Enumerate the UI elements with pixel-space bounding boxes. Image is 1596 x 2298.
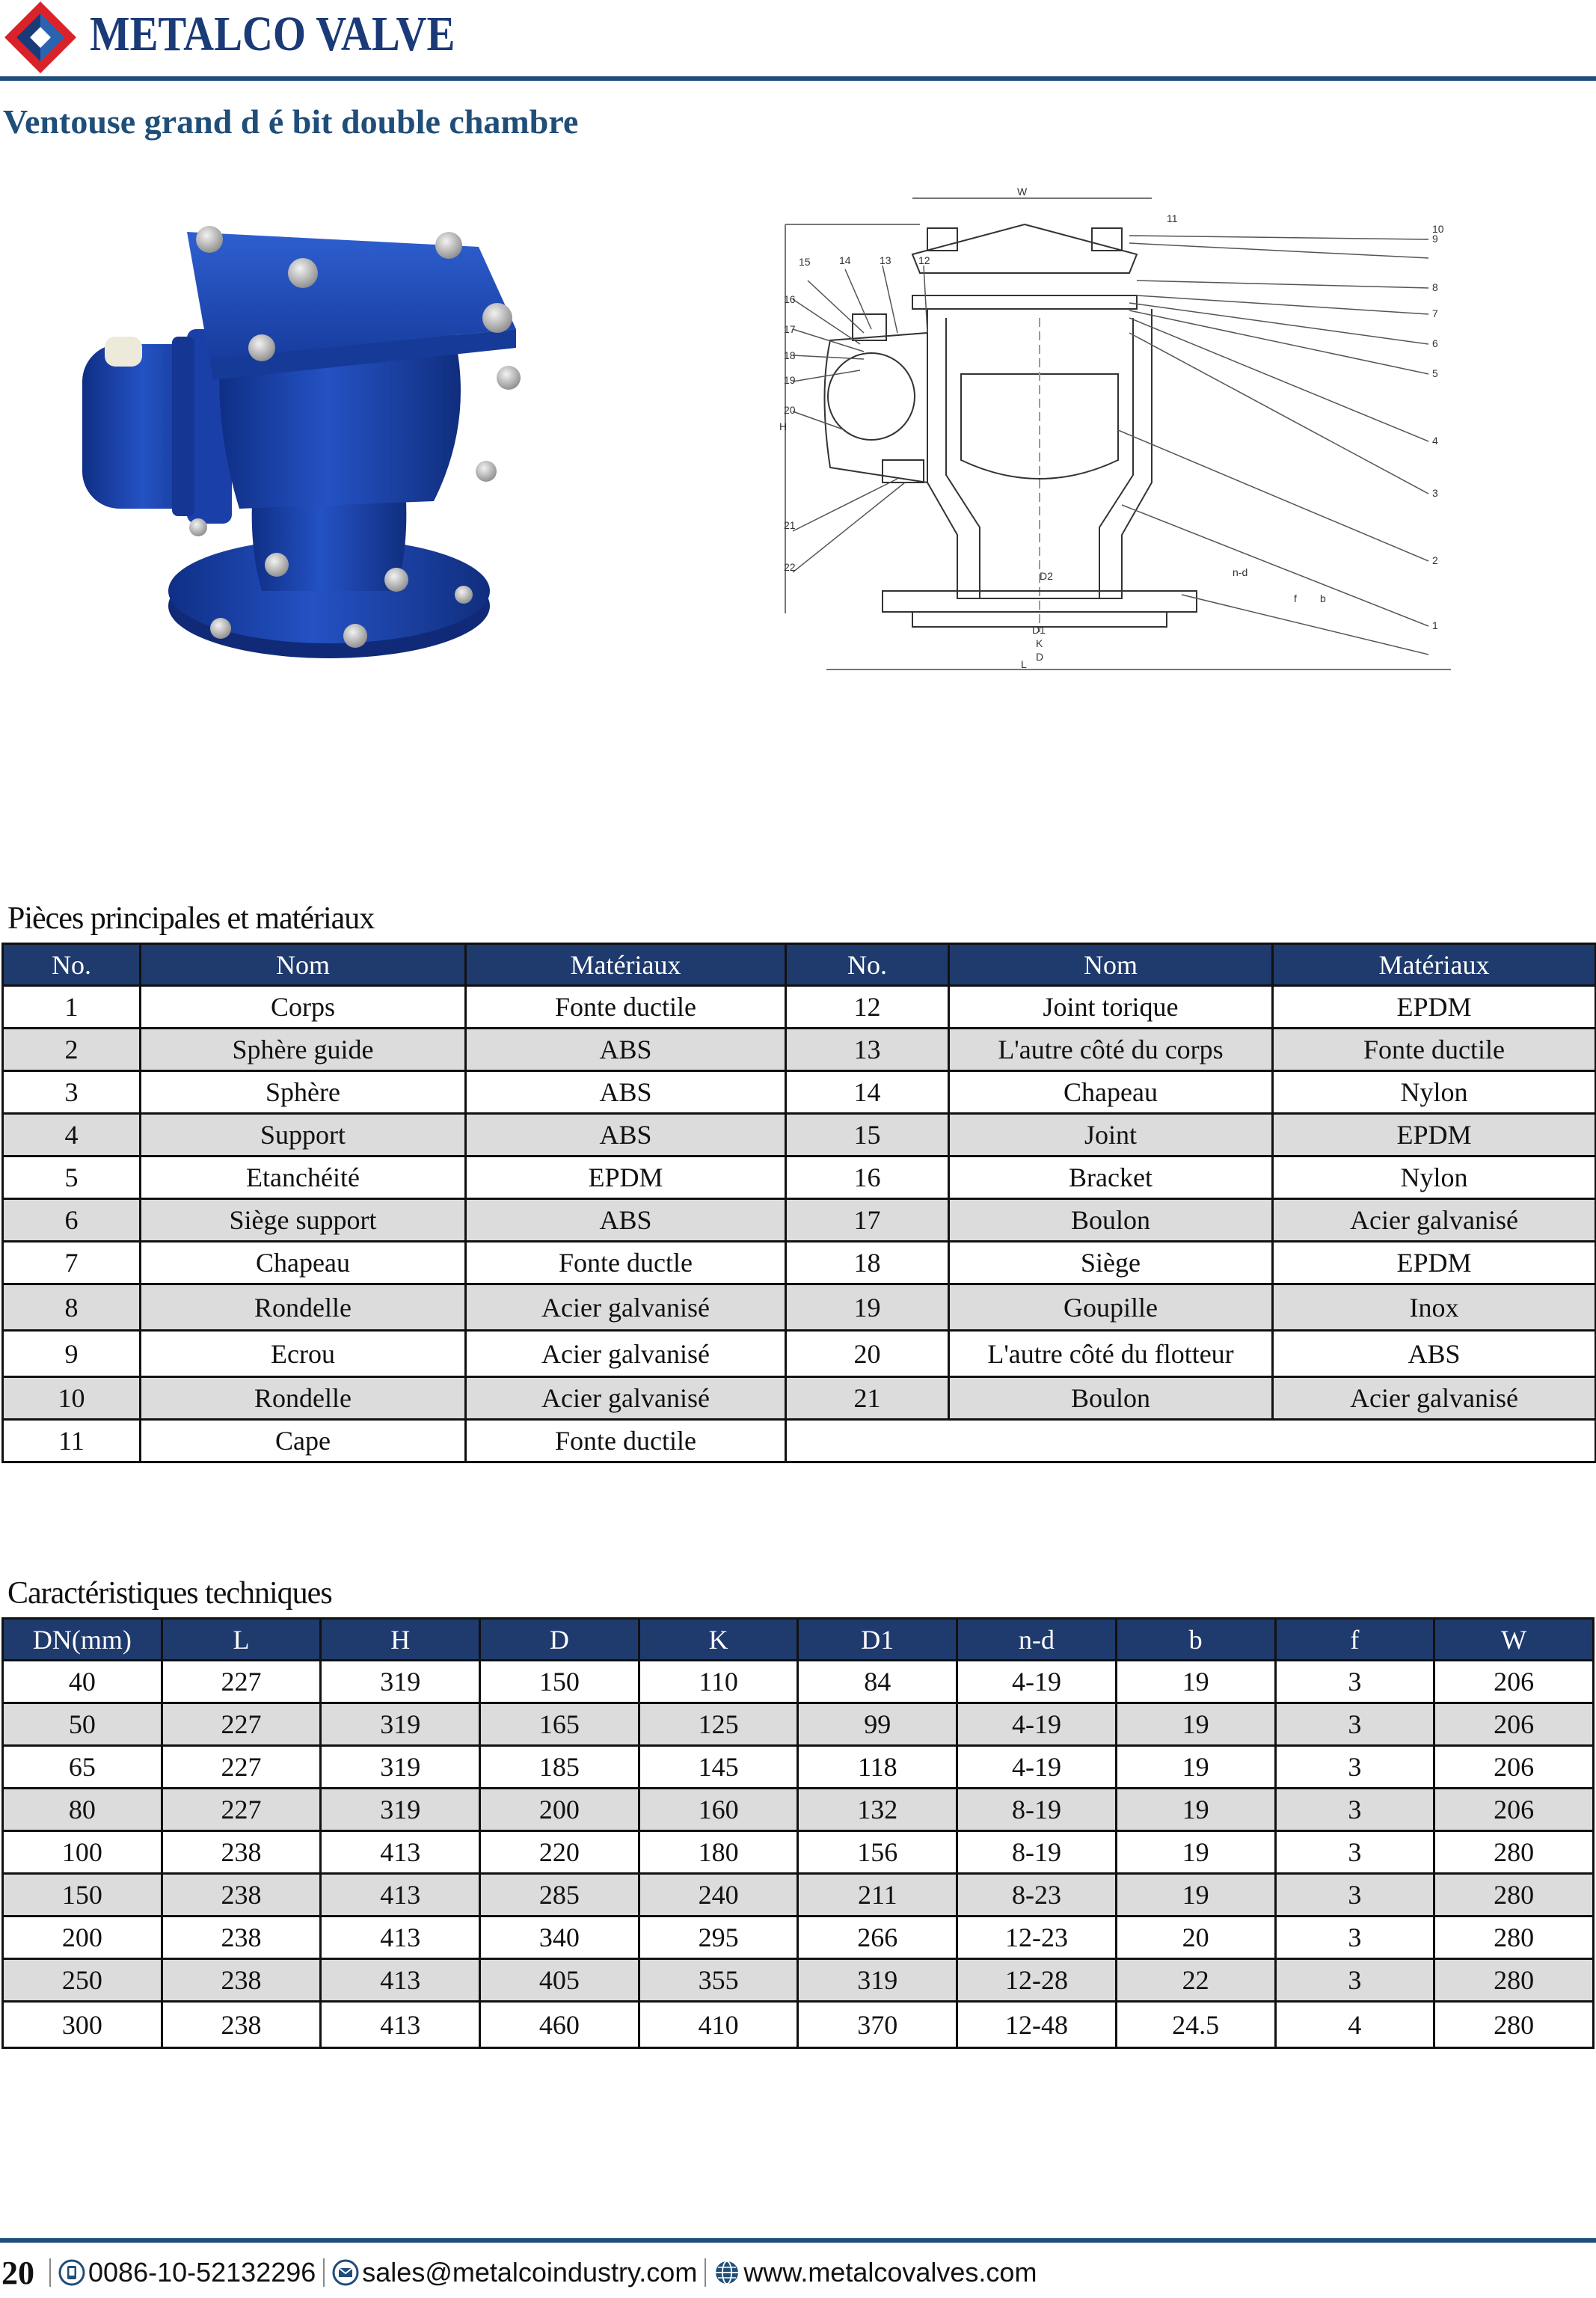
table-cell: 18 <box>786 1242 949 1284</box>
table-cell: 99 <box>798 1703 957 1746</box>
footer <box>1 2253 1037 2292</box>
table-cell: L'autre côté du flotteur <box>949 1331 1273 1377</box>
table-row <box>3 1377 1596 1420</box>
table-cell: 285 <box>480 1874 639 1916</box>
footer-divider <box>0 2238 1596 2243</box>
table-cell: 84 <box>798 1661 957 1703</box>
table-row <box>3 1242 1596 1284</box>
table-cell: Cape <box>141 1420 466 1462</box>
table-cell: 24.5 <box>1116 2002 1275 2048</box>
table-cell: ABS <box>466 1114 786 1156</box>
table-cell: Chapeau <box>949 1071 1273 1114</box>
table-cell: 370 <box>798 2002 957 2048</box>
table-cell: 12-28 <box>957 1959 1117 2002</box>
table-cell: 227 <box>162 1746 321 1789</box>
table-cell: 319 <box>798 1959 957 2002</box>
drawing-callout-label: 14 <box>839 254 851 266</box>
table-cell: 19 <box>786 1284 949 1331</box>
table-cell: 413 <box>321 1959 480 2002</box>
drawing-callout-label: 5 <box>1432 367 1438 379</box>
table-row <box>3 1331 1596 1377</box>
table-row <box>3 1874 1594 1916</box>
table-cell: Nylon <box>1273 1071 1596 1114</box>
phone-icon <box>58 2259 85 2286</box>
table-cell: 50 <box>3 1703 162 1746</box>
table-cell: 413 <box>321 1874 480 1916</box>
table-cell: Joint torique <box>949 986 1273 1029</box>
table-row <box>3 1959 1594 2002</box>
table-cell: 8-19 <box>957 1789 1117 1831</box>
table-cell: Corps <box>141 986 466 1029</box>
table-cell: Nylon <box>1273 1156 1596 1199</box>
table-cell: 20 <box>1116 1916 1275 1959</box>
specs-header-cell: DN(mm) <box>3 1619 162 1661</box>
table-cell: 12-48 <box>957 2002 1117 2048</box>
table-row <box>3 1199 1596 1242</box>
table-cell: ABS <box>1273 1331 1596 1377</box>
table-cell: 8-19 <box>957 1831 1117 1874</box>
table-cell: Acier galvanisé <box>466 1284 786 1331</box>
product-photo <box>60 187 606 681</box>
table-cell: Bracket <box>949 1156 1273 1199</box>
table-cell: 4-19 <box>957 1703 1117 1746</box>
table-cell: Joint <box>949 1114 1273 1156</box>
table-cell: Chapeau <box>141 1242 466 1284</box>
drawing-callout-label: 7 <box>1432 307 1438 319</box>
table-cell: 200 <box>480 1789 639 1831</box>
table-cell: 21 <box>786 1377 949 1420</box>
table-cell: 227 <box>162 1703 321 1746</box>
table-cell: ABS <box>466 1071 786 1114</box>
table-cell: 319 <box>321 1789 480 1831</box>
table-cell: 355 <box>639 1959 798 2002</box>
table-cell: Siège support <box>141 1199 466 1242</box>
table-cell: 3 <box>1275 1916 1434 1959</box>
table-cell: 238 <box>162 2002 321 2048</box>
table-cell: 110 <box>639 1661 798 1703</box>
table-cell: Goupille <box>949 1284 1273 1331</box>
drawing-dimension-label: H <box>779 420 788 432</box>
table-cell: 280 <box>1434 2002 1594 2048</box>
table-cell: 238 <box>162 1959 321 2002</box>
drawing-dimension-label: L <box>1021 658 1027 670</box>
table-cell: 14 <box>786 1071 949 1114</box>
table-cell: 9 <box>3 1331 141 1377</box>
specs-header-cell: n-d <box>957 1619 1117 1661</box>
table-cell: 227 <box>162 1789 321 1831</box>
footer-separator <box>49 2258 51 2287</box>
page-number: 20 <box>1 2254 34 2291</box>
footer-separator <box>705 2258 706 2287</box>
drawing-callout-label: 4 <box>1432 435 1438 447</box>
table-cell: 5 <box>3 1156 141 1199</box>
table-cell: 405 <box>480 1959 639 2002</box>
table-cell: Etanchéité <box>141 1156 466 1199</box>
table-cell: Fonte ductle <box>466 1242 786 1284</box>
drawing-callout-label: 18 <box>784 349 796 361</box>
table-cell: 4 <box>3 1114 141 1156</box>
table-cell: 17 <box>786 1199 949 1242</box>
table-cell: 206 <box>1434 1789 1594 1831</box>
drawing-dimension-label: K <box>1036 637 1043 649</box>
table-cell: EPDM <box>1273 986 1596 1029</box>
table-cell: 300 <box>3 2002 162 2048</box>
specs-header-cell: b <box>1116 1619 1275 1661</box>
drawing-callout-label: 22 <box>784 561 796 573</box>
parts-table <box>1 943 1596 1463</box>
table-cell: Ecrou <box>141 1331 466 1377</box>
table-cell: 13 <box>786 1029 949 1071</box>
drawing-callout-label: 8 <box>1432 281 1438 293</box>
table-cell: 16 <box>786 1156 949 1199</box>
table-cell: 160 <box>639 1789 798 1831</box>
table-cell: 3 <box>1275 1831 1434 1874</box>
table-cell: 180 <box>639 1831 798 1874</box>
table-cell: Fonte ductile <box>466 1420 786 1462</box>
table-cell: 145 <box>639 1746 798 1789</box>
table-cell: 19 <box>1116 1789 1275 1831</box>
specs-header-cell: K <box>639 1619 798 1661</box>
table-cell: 206 <box>1434 1703 1594 1746</box>
drawing-dimension-label: W <box>1017 186 1028 197</box>
header-divider <box>0 76 1596 81</box>
table-cell: 240 <box>639 1874 798 1916</box>
drawing-callout-label: 16 <box>784 293 796 305</box>
specs-section-title: Caractéristiques techniques <box>7 1576 332 1611</box>
drawing-callout-label: 20 <box>784 404 796 416</box>
drawing-dimension-label: n-d <box>1233 566 1248 578</box>
table-cell: 319 <box>321 1703 480 1746</box>
table-cell: 185 <box>480 1746 639 1789</box>
table-cell: 12 <box>786 986 949 1029</box>
table-cell: 3 <box>1275 1746 1434 1789</box>
table-cell: Fonte ductile <box>466 986 786 1029</box>
table-cell: 19 <box>1116 1831 1275 1874</box>
table-cell: 65 <box>3 1746 162 1789</box>
phone-number: 0086-10-52132296 <box>88 2257 316 2288</box>
table-cell: 280 <box>1434 1916 1594 1959</box>
email-icon <box>332 2259 359 2286</box>
table-row <box>3 1746 1594 1789</box>
table-cell: 6 <box>3 1199 141 1242</box>
table-cell: 413 <box>321 2002 480 2048</box>
table-cell: 150 <box>480 1661 639 1703</box>
table-cell: Support <box>141 1114 466 1156</box>
footer-separator <box>323 2258 325 2287</box>
table-cell: 4-19 <box>957 1661 1117 1703</box>
table-cell: 2 <box>3 1029 141 1071</box>
parts-header-material: Matériaux <box>466 944 786 986</box>
table-cell: 3 <box>1275 1789 1434 1831</box>
drawing-callout-label: 3 <box>1432 487 1438 499</box>
table-cell: 211 <box>798 1874 957 1916</box>
drawing-dimension-label: D1 <box>1032 624 1046 636</box>
table-cell: L'autre côté du corps <box>949 1029 1273 1071</box>
table-cell: 150 <box>3 1874 162 1916</box>
table-cell: 280 <box>1434 1874 1594 1916</box>
table-cell: Sphère guide <box>141 1029 466 1071</box>
table-cell: Rondelle <box>141 1284 466 1331</box>
table-row <box>3 1284 1596 1331</box>
table-cell: 15 <box>786 1114 949 1156</box>
drawing-callout-label: 17 <box>784 323 796 335</box>
table-row <box>3 1420 1596 1462</box>
technical-drawing <box>778 183 1586 681</box>
specs-header-cell: W <box>1434 1619 1594 1661</box>
table-row <box>3 1661 1594 1703</box>
drawing-callout-label: 11 <box>1167 212 1178 224</box>
drawing-callout-label: 10 <box>1432 223 1444 235</box>
table-row <box>3 986 1596 1029</box>
table-cell: 280 <box>1434 1831 1594 1874</box>
table-row <box>3 2002 1594 2048</box>
table-cell: Inox <box>1273 1284 1596 1331</box>
drawing-dimension-label: D <box>1036 651 1044 663</box>
table-cell: 295 <box>639 1916 798 1959</box>
table-cell: Boulon <box>949 1199 1273 1242</box>
drawing-dimension-label: b <box>1320 592 1326 604</box>
table-cell: 7 <box>3 1242 141 1284</box>
table-cell: 100 <box>3 1831 162 1874</box>
parts-header-name: Nom <box>141 944 466 986</box>
table-cell: EPDM <box>1273 1242 1596 1284</box>
brand-logo-icon <box>3 0 78 75</box>
table-cell: Acier galvanisé <box>1273 1199 1596 1242</box>
table-cell: Fonte ductile <box>1273 1029 1596 1071</box>
table-cell: 413 <box>321 1831 480 1874</box>
parts-header-no: No. <box>786 944 949 986</box>
website-url[interactable]: www.metalcovalves.com <box>743 2257 1037 2288</box>
table-cell: Rondelle <box>141 1377 466 1420</box>
specs-header-cell: D <box>480 1619 639 1661</box>
table-cell: 200 <box>3 1916 162 1959</box>
table-cell: EPDM <box>1273 1114 1596 1156</box>
table-cell: 10 <box>3 1377 141 1420</box>
table-cell: 3 <box>3 1071 141 1114</box>
table-cell: 206 <box>1434 1746 1594 1789</box>
drawing-dimension-label: D2 <box>1040 570 1053 582</box>
email-address[interactable]: sales@metalcoindustry.com <box>362 2257 698 2288</box>
table-cell: 238 <box>162 1874 321 1916</box>
table-cell: 156 <box>798 1831 957 1874</box>
table-cell: 227 <box>162 1661 321 1703</box>
page-title: Ventouse grand d é bit double chambre <box>3 102 579 141</box>
parts-section-title: Pièces principales et matériaux <box>7 901 375 936</box>
table-row <box>3 1114 1596 1156</box>
specs-header-cell: f <box>1275 1619 1434 1661</box>
table-cell: 460 <box>480 2002 639 2048</box>
table-cell: Boulon <box>949 1377 1273 1420</box>
drawing-callout-label: 19 <box>784 374 796 386</box>
drawing-callout-label: 13 <box>880 254 891 266</box>
table-cell: 22 <box>1116 1959 1275 2002</box>
drawing-dimension-label: f <box>1294 592 1297 604</box>
drawing-callout-label: 15 <box>799 256 811 268</box>
table-row <box>3 1703 1594 1746</box>
table-cell: Siège <box>949 1242 1273 1284</box>
table-cell: 250 <box>3 1959 162 2002</box>
table-cell: 19 <box>1116 1703 1275 1746</box>
table-cell: 319 <box>321 1746 480 1789</box>
table-cell: 3 <box>1275 1703 1434 1746</box>
table-cell: Acier galvanisé <box>466 1377 786 1420</box>
table-cell: 4-19 <box>957 1746 1117 1789</box>
table-cell: 4 <box>1275 2002 1434 2048</box>
table-cell: 3 <box>1275 1874 1434 1916</box>
table-cell-empty <box>786 1420 1596 1462</box>
table-cell: 319 <box>321 1661 480 1703</box>
table-row <box>3 1071 1596 1114</box>
table-cell: 8-23 <box>957 1874 1117 1916</box>
table-cell: EPDM <box>466 1156 786 1199</box>
brand-name: METALCO VALVE <box>90 7 455 61</box>
table-cell: 238 <box>162 1916 321 1959</box>
table-cell: 206 <box>1434 1661 1594 1703</box>
table-cell: 3 <box>1275 1661 1434 1703</box>
table-cell: 280 <box>1434 1959 1594 2002</box>
table-cell: 40 <box>3 1661 162 1703</box>
table-cell: 11 <box>3 1420 141 1462</box>
specs-header-cell: D1 <box>798 1619 957 1661</box>
table-cell: 132 <box>798 1789 957 1831</box>
globe-icon <box>713 2259 740 2286</box>
drawing-callout-label: 1 <box>1432 619 1438 631</box>
specs-table <box>1 1617 1595 2049</box>
table-cell: Acier galvanisé <box>466 1331 786 1377</box>
table-cell: 8 <box>3 1284 141 1331</box>
table-cell: 80 <box>3 1789 162 1831</box>
table-cell: 266 <box>798 1916 957 1959</box>
drawing-callout-label: 21 <box>784 519 796 531</box>
table-cell: 410 <box>639 2002 798 2048</box>
table-cell: ABS <box>466 1199 786 1242</box>
table-cell: 165 <box>480 1703 639 1746</box>
table-cell: 340 <box>480 1916 639 1959</box>
drawing-callout-label: 6 <box>1432 337 1438 349</box>
table-cell: 20 <box>786 1331 949 1377</box>
drawing-callout-label: 12 <box>918 254 930 266</box>
table-cell: 1 <box>3 986 141 1029</box>
table-cell: 413 <box>321 1916 480 1959</box>
table-cell: 12-23 <box>957 1916 1117 1959</box>
table-cell: 118 <box>798 1746 957 1789</box>
table-row <box>3 1789 1594 1831</box>
drawing-callout-label: 9 <box>1432 233 1438 245</box>
table-cell: 125 <box>639 1703 798 1746</box>
table-cell: Sphère <box>141 1071 466 1114</box>
table-row <box>3 1831 1594 1874</box>
table-cell: 238 <box>162 1831 321 1874</box>
table-cell: ABS <box>466 1029 786 1071</box>
parts-header-name: Nom <box>949 944 1273 986</box>
table-row <box>3 1916 1594 1959</box>
table-cell: 19 <box>1116 1874 1275 1916</box>
table-row <box>3 1029 1596 1071</box>
table-cell: 19 <box>1116 1661 1275 1703</box>
table-cell: 19 <box>1116 1746 1275 1789</box>
table-cell: 220 <box>480 1831 639 1874</box>
table-cell: 3 <box>1275 1959 1434 2002</box>
table-row <box>3 1156 1596 1199</box>
specs-header-cell: L <box>162 1619 321 1661</box>
table-cell: Acier galvanisé <box>1273 1377 1596 1420</box>
parts-header-no: No. <box>3 944 141 986</box>
drawing-callout-label: 2 <box>1432 554 1438 566</box>
specs-header-cell: H <box>321 1619 480 1661</box>
parts-header-material: Matériaux <box>1273 944 1596 986</box>
